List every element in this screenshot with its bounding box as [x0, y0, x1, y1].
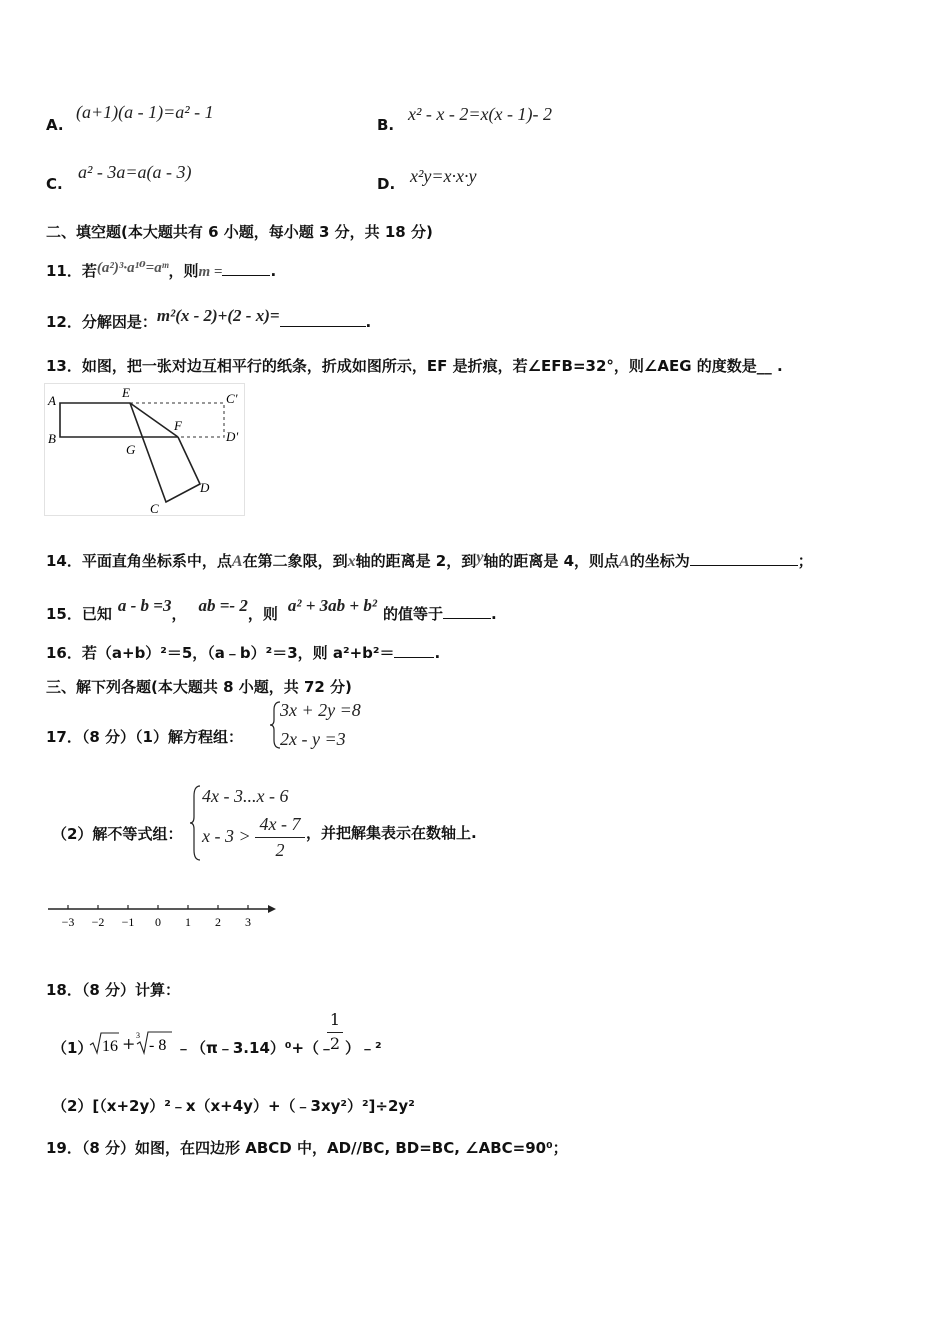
number-line-tick-label: −1: [121, 915, 135, 929]
q14-end: ；: [797, 552, 813, 570]
q13-label-f: F: [174, 418, 182, 433]
q15-p2: ，则: [247, 605, 278, 623]
q17-eq1: 3x + 2y =8: [280, 700, 361, 720]
q18-s1-mid: ﹣（π﹣3.14）⁰+（﹣: [176, 1039, 335, 1057]
q18-s1-end: ）﹣²: [345, 1039, 382, 1057]
q18-cbrt-index: 3: [136, 1031, 140, 1040]
q14-x: x: [347, 553, 356, 570]
q15-blank[interactable]: [443, 604, 491, 619]
choice-a-expr: (a+1)(a - 1)=a² - 1: [76, 102, 214, 122]
q15-p3: 的值等于: [382, 605, 443, 623]
q17-fraction-bar: [255, 837, 305, 838]
q12-blank[interactable]: [280, 312, 366, 327]
q13-figure: [44, 383, 248, 517]
q13-label-e: E: [122, 385, 130, 400]
q13-label-c-prime: C': [226, 391, 238, 406]
number-line-tick-label: 0: [155, 915, 161, 929]
q14-blank[interactable]: [690, 551, 798, 566]
q13-label-d-prime: D': [226, 429, 239, 444]
number-line-tick-label: −2: [91, 915, 105, 929]
q18-frac-num: 1: [329, 1010, 341, 1029]
section2-title: 二、填空题(本大题共有 6 小题，每小题 3 分，共 18 分): [46, 223, 433, 241]
q14-a2: A: [619, 553, 630, 570]
q18-plus: +: [122, 1034, 136, 1053]
q13-strip-left: [60, 403, 178, 437]
q11-var: m =: [198, 264, 223, 280]
q15-end: .: [490, 605, 497, 623]
q11-expr: (a²)³·a¹⁰=aᵐ: [96, 260, 169, 276]
q13-folded-part: [130, 403, 200, 502]
q15: [46, 596, 497, 624]
q18-s1-label: （1）: [52, 1039, 93, 1057]
q14-y: y: [476, 549, 484, 566]
q17-eq2: 2x - y =3: [280, 729, 346, 749]
q11-blank[interactable]: [222, 261, 270, 276]
q14-p2: 在第二象限，到: [242, 552, 348, 570]
number-line-tick-label: 1: [185, 915, 191, 929]
q16-end: .: [434, 644, 441, 662]
q12-expr: m²(x - 2)+(2 - x)=: [156, 306, 280, 325]
q16: [46, 642, 440, 663]
q13-label-b: B: [48, 431, 56, 446]
q15-e2: ab =- 2: [198, 596, 248, 615]
choice-a-label: A.: [46, 116, 64, 134]
q17-p1: 17．（8 分）（1）解方程组：: [46, 728, 243, 746]
q11-mid: ，则: [168, 262, 199, 280]
section3-title: 三、解下列各题(本大题共 8 小题，共 72 分): [46, 678, 352, 696]
q18-title: 18．（8 分）计算：: [46, 981, 181, 999]
q15-e3: a² + 3ab + b²: [287, 596, 377, 615]
q18-sqrt-16-radicand: 16: [102, 1038, 118, 1055]
q13-fold-line-ef: [130, 403, 178, 437]
number-line-tick-label: 3: [245, 915, 251, 929]
q18-s2: （2）[（x+2y）²﹣x（x+4y）+（﹣3xy²）²]÷2y²: [52, 1097, 415, 1115]
q17-ineq2-left: x - 3 >: [202, 826, 251, 846]
q13-label-a: A: [48, 393, 56, 408]
q17-ineq1: 4x - 3...x - 6: [202, 786, 289, 806]
q18-sqrt-16: [88, 1030, 120, 1056]
q13-text: 13．如图，把一张对边互相平行的纸条，折成如图所示，EF 是折痕，若∠EFB=32°，则∠AEG 的度数是__ .: [46, 357, 783, 375]
q18-cbrt-neg8: [134, 1028, 174, 1056]
q19-text: 19．（8 分）如图，在四边形 ABCD 中，AD//BC, BD=BC, ∠ABC=90⁰；: [46, 1139, 568, 1157]
q15-e1: a - b =3: [117, 596, 172, 615]
q14-a: A: [231, 553, 243, 570]
choice-b-expr: x² - x - 2=x(x - 1)- 2: [408, 104, 552, 124]
q18-frac-bar: [327, 1032, 343, 1033]
q11-num: 11．若: [46, 262, 97, 280]
q16-blank[interactable]: [394, 643, 434, 658]
q17-number-line: [44, 898, 280, 932]
q13-label-g: G: [126, 442, 136, 457]
q13-label-c: C: [150, 501, 159, 516]
q17-p3: ，并把解集表示在数轴上.: [306, 824, 477, 842]
q12-num: 12．分解因是：: [46, 313, 157, 331]
q14-p1: 14．平面直角坐标系中，点: [46, 552, 232, 570]
q11: [46, 258, 276, 281]
q18-cbrt-radicand: - 8: [149, 1037, 167, 1054]
q15-sep: ，: [171, 605, 187, 623]
q14-p4: 轴的距离是 4，则点: [483, 552, 620, 570]
choice-c-label: C.: [46, 175, 63, 193]
q16-text: 16．若（a+b）²＝5，（a﹣b）²＝3，则 a²+b²＝: [46, 644, 395, 662]
number-line-arrow: [268, 905, 276, 913]
q17-inequality-brace: [188, 784, 202, 862]
q18-frac-den: 2: [329, 1034, 341, 1053]
q14-p5: 的坐标为: [629, 552, 690, 570]
choice-b-label: B.: [377, 116, 395, 134]
choice-d-label: D.: [377, 175, 396, 193]
q14: [46, 549, 813, 571]
number-line-tick-label: −3: [61, 915, 75, 929]
choice-d-expr: x²y=x·x·y: [410, 166, 477, 186]
q12: [46, 306, 371, 332]
q17-ineq2-denominator: 2: [275, 840, 285, 860]
q15-p1: 15．已知: [46, 605, 112, 623]
number-line-tick-label: 2: [215, 915, 221, 929]
choice-c-expr: a² - 3a=a(a - 3): [78, 162, 192, 182]
q17-ineq2-numerator: 4x - 7: [259, 814, 301, 834]
q11-end: .: [270, 262, 277, 280]
q13-label-d: D: [200, 480, 210, 495]
q12-end: .: [365, 313, 372, 331]
q14-p3: 轴的距离是 2，到: [355, 552, 477, 570]
q17-p2: （2）解不等式组：: [52, 825, 183, 843]
